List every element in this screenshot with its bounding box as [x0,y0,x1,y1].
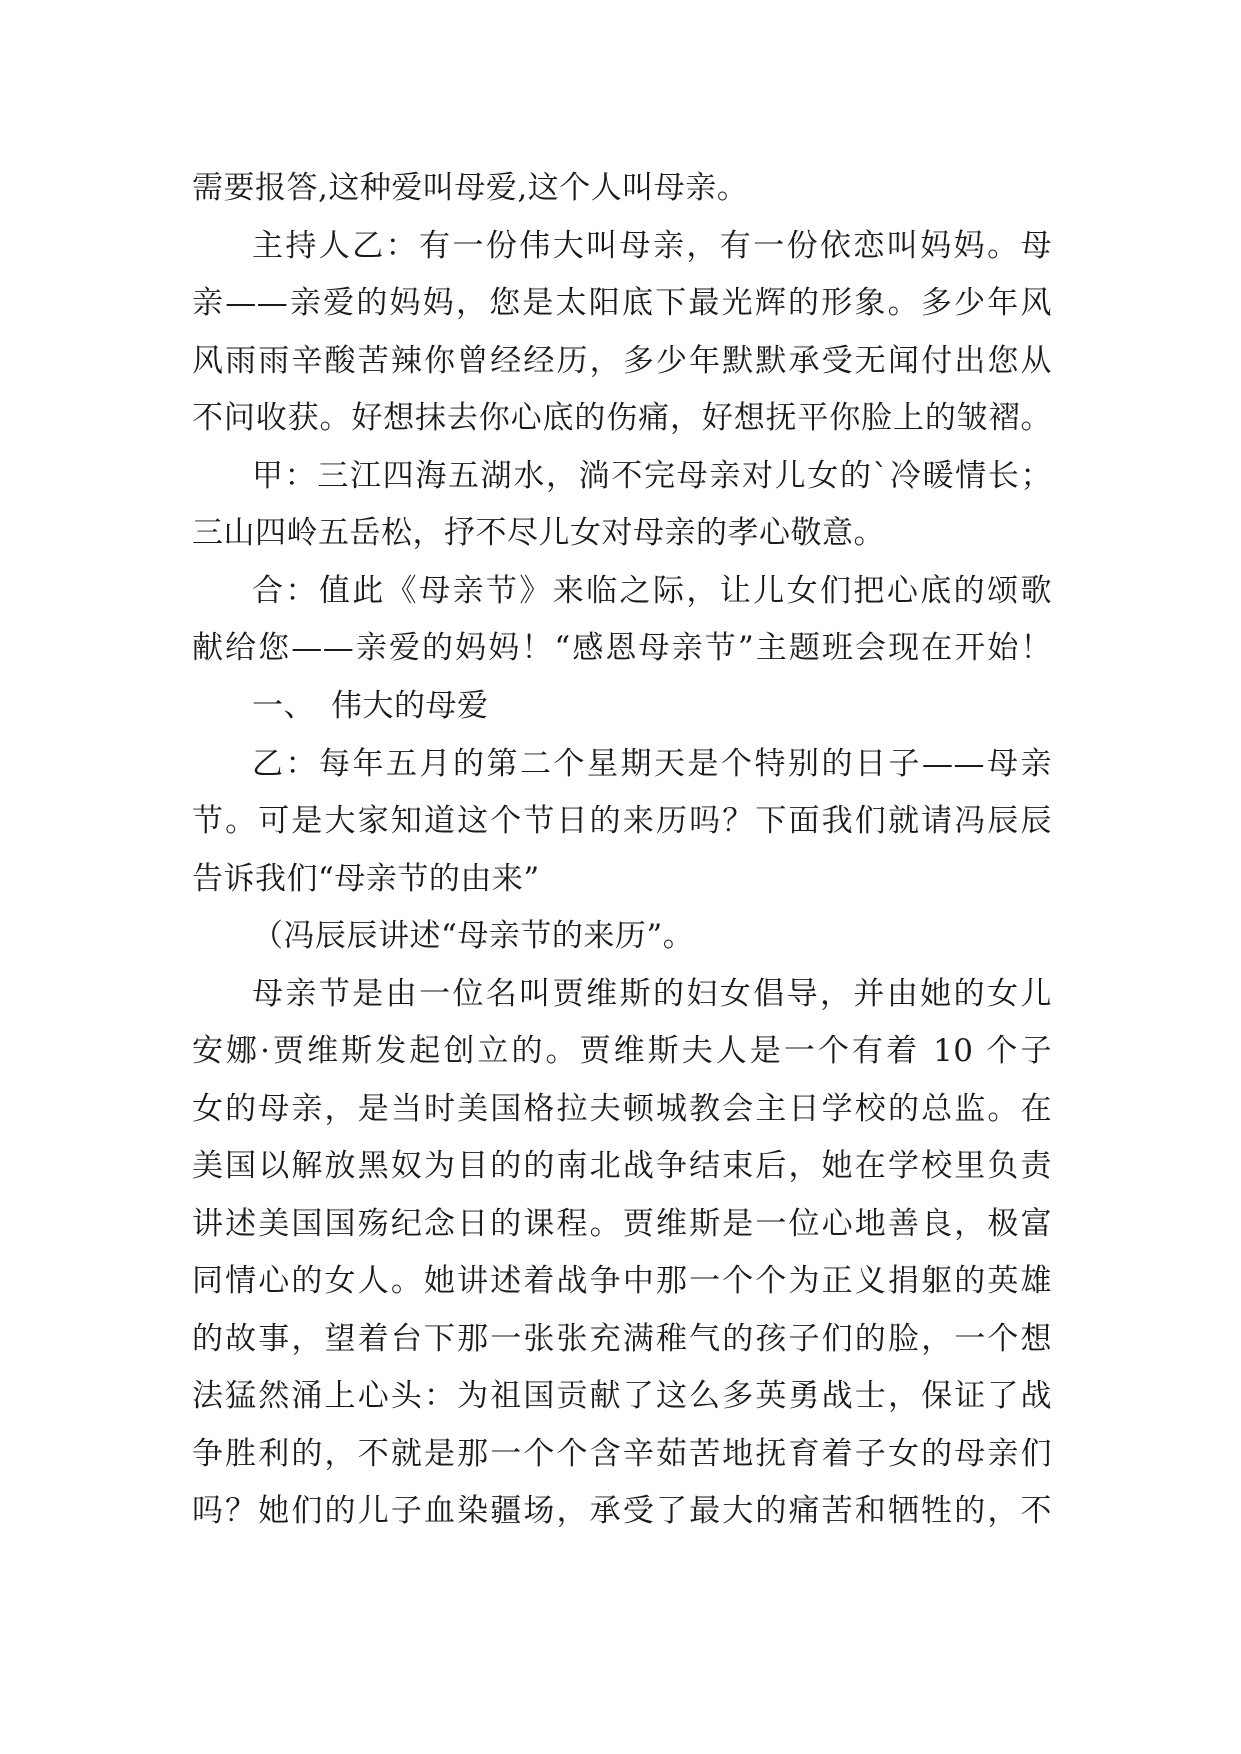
text-line: 告诉我们“母亲节的由来” [192,861,540,897]
text-line: 乙：每年五月的第二个星期天是个特别的日子——母亲 [252,746,1052,782]
text-line: 争胜利的，不就是那一个个含辛茹苦地抚育着子女的母亲们 [192,1436,1052,1472]
text-line: 法猛然涌上心头：为祖国贡献了这么多英勇战士，保证了战 [192,1378,1052,1414]
text-line: 母亲节是由一位名叫贾维斯的妇女倡导，并由她的女儿 [252,976,1052,1012]
text-line: 安娜·贾维斯发起创立的。贾维斯夫人是一个有着 10 个子 [192,1033,1052,1069]
text-line: 风雨雨辛酸苦辣你曾经经历，多少年默默承受无闻付出您从 [192,343,1052,379]
text-line: 献给您——亲爱的妈妈！“感恩母亲节”主题班会现在开始！ [192,630,1052,666]
text-line: 主持人乙：有一份伟大叫母亲，有一份依恋叫妈妈。母 [252,228,1052,264]
text-line: 三山四岭五岳松，抒不尽儿女对母亲的孝心敬意。 [192,515,885,551]
text-line: 不问收获。好想抹去你心底的伤痛，好想抚平你脸上的皱褶。 [192,400,1052,436]
text-line: 节。可是大家知道这个节日的来历吗？下面我们就请冯辰辰 [192,803,1052,839]
section-heading: 一、 伟大的母爱 [252,688,489,724]
text-line: 吗？她们的儿子血染疆场，承受了最大的痛苦和牺牲的，不 [192,1493,1052,1529]
text-line: 美国以解放黑奴为目的的南北战争结束后，她在学校里负责 [192,1148,1052,1184]
text-line: 同情心的女人。她讲述着战争中那一个个为正义捐躯的英雄 [192,1263,1052,1299]
text-line: 需要报答,这种爱叫母爱,这个人叫母亲。 [192,170,749,206]
text-line: （冯辰辰讲述“母亲节的来历”。 [252,918,695,954]
text-line: 合：值此《母亲节》来临之际，让儿女们把心底的颂歌 [252,573,1052,609]
text-line: 亲——亲爱的妈妈，您是太阳底下最光辉的形象。多少年风 [192,285,1052,321]
text-line: 讲述美国国殇纪念日的课程。贾维斯是一位心地善良，极富 [192,1206,1052,1242]
text-line: 女的母亲，是当时美国格拉夫顿城教会主日学校的总监。在 [192,1091,1052,1127]
text-line: 甲：三江四海五湖水，淌不完母亲对儿女的`冷暖情长； [252,458,1052,494]
text-line: 的故事，望着台下那一张张充满稚气的孩子们的脸，一个想 [192,1321,1052,1357]
